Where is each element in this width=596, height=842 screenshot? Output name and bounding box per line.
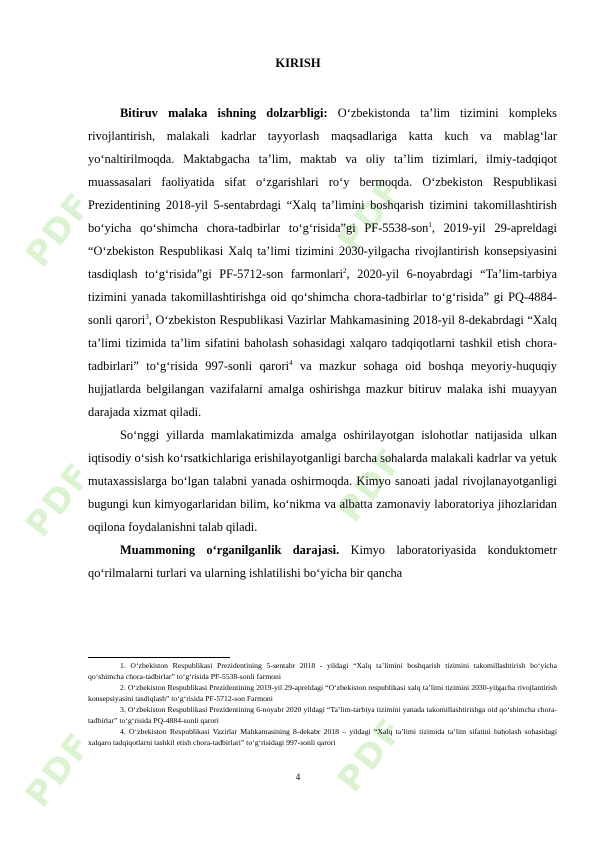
footnotes bbox=[88, 660, 557, 748]
footnote-ref-1: 1 bbox=[428, 220, 432, 229]
footnote-1: 1. O‘zbekiston Respublikasi Prezidentining 5-sentabr 2018 - yildagi “Xalq ta’limini boshqarish tizimini takomillashtirish bo‘yicha qo‘shimcha chora-tadbirlar” to‘g‘risida PF-5538-sonli farmoni bbox=[88, 661, 557, 681]
footnote-ref-4: 4 bbox=[289, 358, 293, 367]
page-title: KIRISH bbox=[275, 56, 321, 70]
paragraph-reforms: So‘nggi yillarda mamlakatimizda amalga oshirilayotgan islohotlar natijasida ulkan iqtisodiy o‘sish ko‘rsatkichlariga erishilayotganligi barcha sohalarda malakali kadrlar va yetuk mutaxassislarga bo‘lgan talabni yanada oshirmoqda. Kimyo sanoati jadal rivojlanayotganligi bugungi kun kimyogarlaridan bilim, ko‘nikma va albatta zamonaviy laboratoriya jihozlaridan oqilona foydalanishni talab qiladi. bbox=[88, 428, 557, 534]
paragraph-relevance bbox=[88, 102, 557, 424]
relevance-text-5: va mazkur sohaga oid boshqa meyoriy-huquqiy hujjatlarda belgilangan vazifalarni amalga oshirishga mazkur bitiruv malaka ishi muayyan darajada xizmat qiladi. bbox=[88, 359, 558, 419]
watermark-right: PDF bbox=[330, 170, 413, 260]
footnote-separator bbox=[88, 657, 230, 658]
watermark-left-lower: PDF bbox=[18, 455, 101, 545]
relevance-text-3: , 2020-yil 6-noyabrdagi “Ta’lim-tarbiya tizimini yanada takomillashtirishga oid qo‘shimcha chora-tadbirlar to‘g‘risida” gi PQ-4884-sonli qarori bbox=[88, 267, 557, 327]
watermark-left-bottom: PDF bbox=[18, 725, 101, 815]
main-text bbox=[88, 102, 557, 585]
watermark-right-lower: PDF bbox=[330, 440, 413, 530]
footnote-3: 3. O‘zbekiston Respublikasi Prezidentining 6-noyabr 2020 yildagi “Ta’lim-tarbiya tizimini yanada takomillashtirishga oid qo‘shimcha chora-tadbirlar” to‘g‘risida PQ-4884-sonli qarori bbox=[88, 705, 557, 725]
watermark-right-bottom: PDF bbox=[330, 710, 413, 800]
study-level-heading: Muammoning o‘rganilganlik darajasi. bbox=[120, 543, 340, 557]
relevance-heading: Bitiruv malaka ishning dolzarbligi: bbox=[120, 106, 328, 120]
footnote-ref-3: 3 bbox=[145, 312, 149, 321]
relevance-text-2: , 2019-yil 29-apreldagi “O‘zbekiston Respublikasi Xalq ta’limi tizimini 2030-yilgacha rivojlantirish konsepsiyasini tasdiqlash to‘g‘risida”gi PF-5712-son farmonlari bbox=[88, 221, 557, 281]
footnote-2: 2. O‘zbekiston Respublikasi Prezidentining 2019-yil 29-apreldagi “O‘zbekiston respublikasi xalq ta’limi tizimini 2030-yilgacha rivojlantirish konsepsiyasini tasdiqlash” to‘g‘risida PF-5712-son Farmoni bbox=[88, 683, 557, 703]
footnote-ref-2: 2 bbox=[343, 266, 347, 275]
relevance-text-1: O‘zbekistonda ta’lim tizimini kompleks rivojlantirish, malakali kadrlar tayyorlash maqsadlariga katta kuch va mablag‘lar yo‘naltirilmoqda. Maktabgacha ta’lim, maktab va oliy ta’lim tizimlari, ilmiy-tadqiqot muassasalari faoliyatida sifat o‘zgarishlari ro‘y bermoqda. O‘zbekiston Respublikasi Prezidentining 2018-yil 5-sentabrdagi “Xalq ta’limini boshqarish tizimini takomillashtirish bo‘yicha qo‘shimcha chora-tadbirlar to‘g‘risida”gi PF-5538-son bbox=[88, 106, 557, 235]
watermark-left: PDF bbox=[18, 185, 101, 275]
study-level-text: Kimyo laboratoriyasida konduktometr qo‘rilmalarni turlari va ularning ishlatilishi bo‘yicha bir qancha bbox=[88, 543, 557, 580]
footnote-4: 4. O‘zbekiston Respublikasi Vazirlar Mahkamasining 8-dekabr 2018 – yildagi “Xalq ta’limi tizimida ta’lim sifatini baholash sohasidagi xalqaro tadqiqotlarni tashkil etish chora-tadbirlari” to‘g‘risidagi 997-sonli qarori bbox=[88, 727, 557, 747]
relevance-text-4: , O‘zbekiston Respublikasi Vazirlar Mahkamasining 2018-yil 8-dekabrdagi “Xalq ta’limi tizimida ta’lim sifatini baholash sohasidagi xalqaro tadqiqotlarni tashkil etish chora-tadbirlari” to‘g‘risida 997-sonli qarori bbox=[88, 313, 557, 373]
paragraph-study-level bbox=[88, 539, 557, 585]
page-number: 4 bbox=[295, 772, 301, 782]
